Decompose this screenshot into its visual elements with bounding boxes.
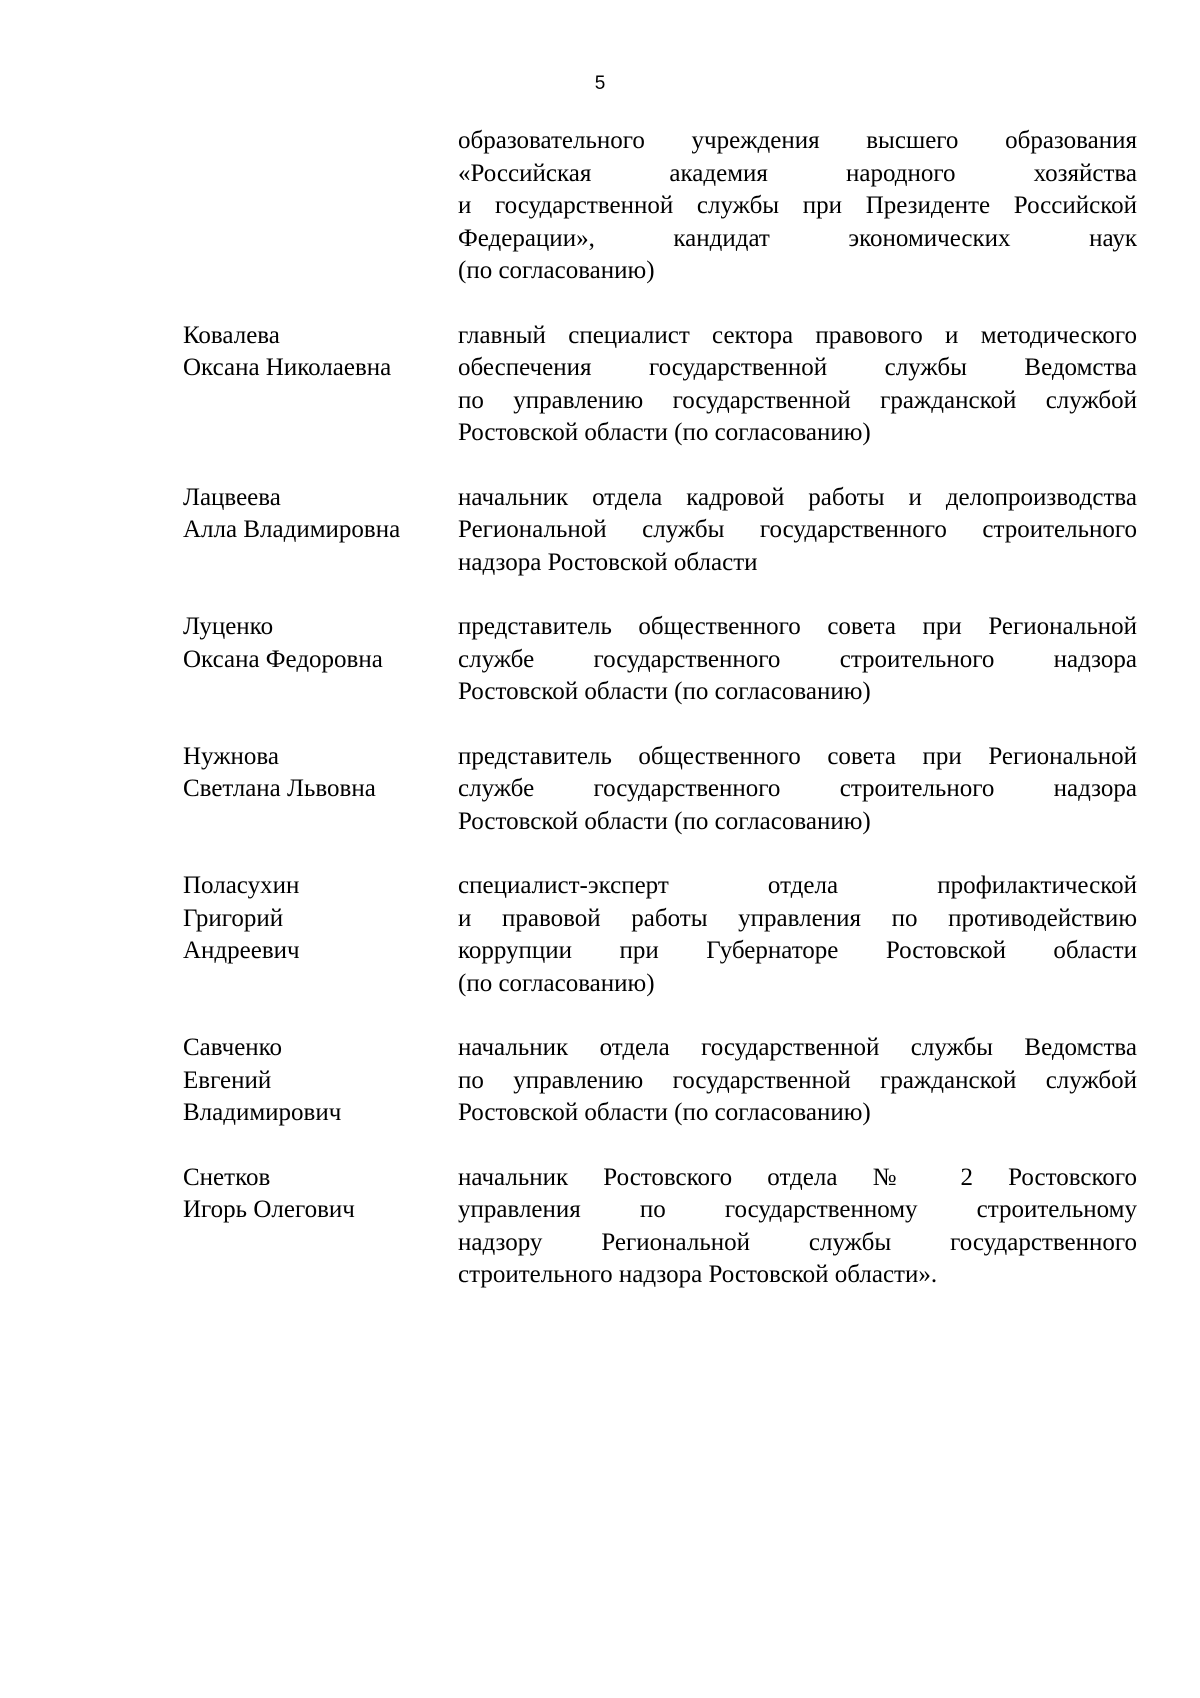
- list-item: [183, 320, 1137, 450]
- member-position: [458, 482, 1137, 580]
- position-line: Региональной службы государственного строительного: [458, 516, 1137, 543]
- list-item: [183, 482, 1137, 580]
- position-line: начальник Ростовского отдела № 2 Ростовского: [458, 1163, 1137, 1191]
- position-line: по управлению государственной гражданской службой: [458, 1066, 1137, 1094]
- page-number: 5: [594, 73, 606, 94]
- member-position: [458, 320, 1137, 450]
- member-name: Лацвеева Алла Владимировна: [183, 483, 401, 543]
- position-line: надзора Ростовской области: [458, 548, 758, 576]
- list-item: [183, 611, 1137, 709]
- position-line: строительного надзора Ростовской области».: [458, 1261, 938, 1288]
- position-line: Федерации», кандидат экономических наук: [458, 224, 1137, 252]
- position-line: коррупции при Губернаторе Ростовской области: [458, 937, 1137, 964]
- position-line: службе государственного строительного надзора: [458, 645, 1137, 673]
- position-line: представитель общественного совета при Региональной: [458, 742, 1137, 770]
- member-name: Поласухин Григорий Андреевич: [183, 872, 300, 964]
- member-list: [183, 125, 1137, 1292]
- list-item: [183, 870, 1137, 1000]
- position-line: Ростовской области (по согласованию): [458, 678, 871, 705]
- position-line: начальник отдела кадровой работы и делопроизводства: [458, 483, 1137, 511]
- position-line: (по согласованию): [458, 257, 655, 284]
- position-line: специалист-эксперт отдела профилактической: [458, 872, 1137, 899]
- member-position: [458, 611, 1137, 709]
- member-name: Ковалева Оксана Николаевна: [183, 321, 392, 381]
- member-position: [458, 870, 1137, 1000]
- list-item: [183, 1162, 1137, 1292]
- member-position: [458, 741, 1137, 839]
- member-position: [458, 1162, 1137, 1292]
- position-line: и государственной службы при Президенте Российской: [458, 192, 1137, 219]
- position-line: и правовой работы управления по противодействию: [458, 904, 1137, 932]
- position-line: Ростовской области (по согласованию): [458, 807, 871, 835]
- position-line: начальник отдела государственной службы Ведомства: [458, 1034, 1137, 1061]
- member-position: [458, 1032, 1137, 1130]
- position-line: «Российская академия народного хозяйства: [458, 159, 1137, 187]
- position-line: управления по государственному строительному: [458, 1196, 1137, 1223]
- member-position: [458, 125, 1137, 288]
- position-line: Ростовской области (по согласованию): [458, 1099, 871, 1126]
- list-item: [183, 741, 1137, 839]
- member-name: Нужнова Светлана Львовна: [183, 742, 376, 802]
- position-line: представитель общественного совета при Региональной: [458, 613, 1137, 640]
- position-line: главный специалист сектора правового и методического: [458, 321, 1137, 349]
- position-line: по управлению государственной гражданской службой: [458, 386, 1137, 414]
- position-line: образовательного учреждения высшего образования: [458, 127, 1137, 154]
- position-line: надзору Региональной службы государственного: [458, 1228, 1137, 1256]
- position-line: службе государственного строительного надзора: [458, 775, 1137, 802]
- position-line: Ростовской области (по согласованию): [458, 419, 871, 446]
- position-line: (по согласованию): [458, 969, 655, 997]
- list-item: [183, 1032, 1137, 1130]
- position-line: обеспечения государственной службы Ведомства: [458, 354, 1137, 381]
- list-item: [183, 125, 1137, 288]
- member-name: Луценко Оксана Федоровна: [183, 613, 383, 673]
- member-name: Савченко Евгений Владимирович: [183, 1034, 342, 1126]
- member-name: Снетков Игорь Олегович: [183, 1163, 355, 1223]
